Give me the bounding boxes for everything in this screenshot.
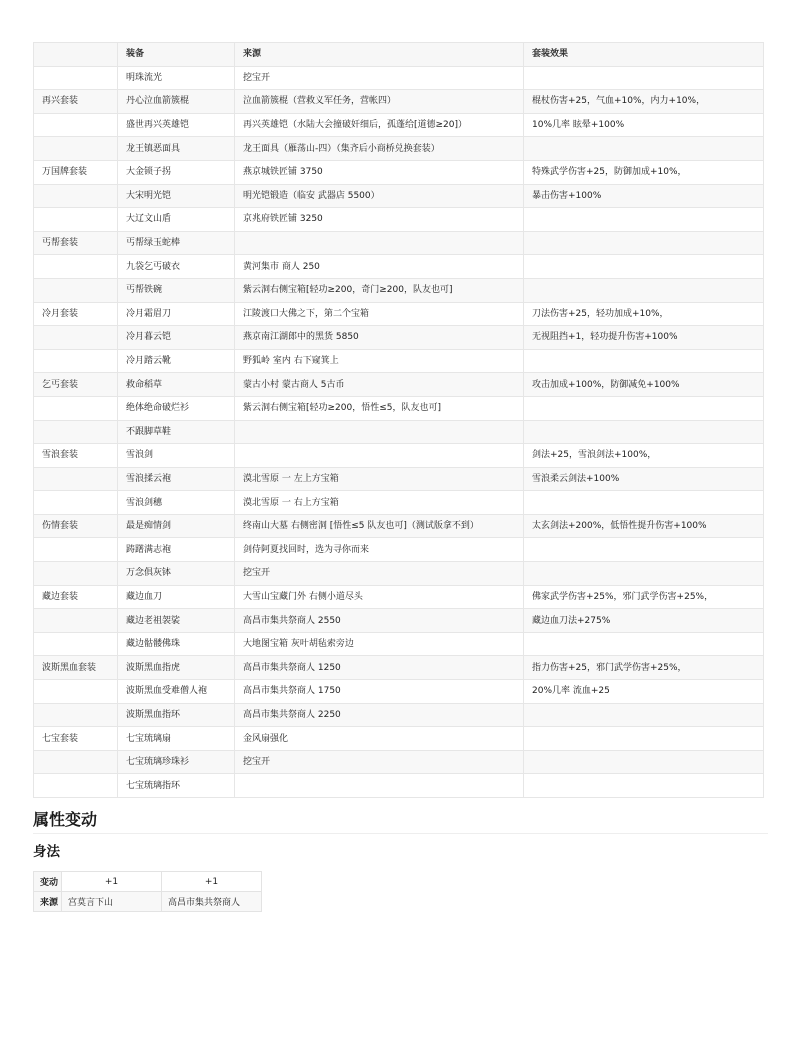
table-row (34, 326, 764, 350)
source-cell: 高昌市集共祭商人 1750 (235, 680, 524, 704)
source-cell: 高昌市集共祭商人 2550 (235, 609, 524, 633)
set-name-cell (34, 396, 118, 420)
set-name-cell: 乞丐套装 (34, 373, 118, 397)
source-cell: 黄河集市 商人 250 (235, 255, 524, 279)
item-name-cell: 波斯黑血指虎 (118, 656, 235, 680)
item-name-cell: 大辽文山盾 (118, 208, 235, 232)
shenfa-change-row (34, 872, 262, 892)
source-cell: 漠北雪原 一 右上方宝箱 (235, 491, 524, 515)
item-name-cell: 七宝琉璃扇 (118, 727, 235, 751)
source-cell: 终南山大墓 右侧密洞 [悟性≤5 队友也可]（测试版拿不到） (235, 514, 524, 538)
item-name-cell: 雪浪剑 (118, 444, 235, 468)
effect-cell (524, 562, 764, 586)
header-item: 装备 (118, 43, 235, 67)
item-name-cell: 藏边骷髅佛珠 (118, 632, 235, 656)
shenfa-heading: 身法 (33, 844, 60, 860)
effect-cell: 佛家武学伤害+25%，邪门武学伤害+25%， (524, 585, 764, 609)
item-name-cell: 明珠流光 (118, 66, 235, 90)
set-name-cell (34, 703, 118, 727)
table-header-row (34, 43, 764, 67)
table-row (34, 396, 764, 420)
table-row (34, 750, 764, 774)
table-row (34, 562, 764, 586)
table-row (34, 680, 764, 704)
set-name-cell: 雪浪套装 (34, 444, 118, 468)
item-name-cell: 最是痴情剑 (118, 514, 235, 538)
effect-cell (524, 66, 764, 90)
table-row (34, 302, 764, 326)
source-cell: 紫云洞右侧宝箱[轻功≥200，奇门≥200，队友也可] (235, 278, 524, 302)
table-row (34, 66, 764, 90)
source-cell: 高昌市集共祭商人 2250 (235, 703, 524, 727)
source-cell: 泣血箭簇棍（营救义军任务，营帐四） (235, 90, 524, 114)
item-name-cell: 冷月踏云靴 (118, 349, 235, 373)
effect-cell (524, 396, 764, 420)
source-cell: 明光铠锻造（临安 武器店 5500） (235, 184, 524, 208)
source-cell: 再兴英雄铠（水陆大会撞破奸细后，孤蓬给[道德≥20]） (235, 113, 524, 137)
table-row (34, 349, 764, 373)
table-row (34, 727, 764, 751)
attr-change-heading: 属性变动 (33, 809, 768, 834)
effect-cell: 20%几率 流血+25 (524, 680, 764, 704)
source-cell (235, 444, 524, 468)
item-name-cell: 波斯黑血指环 (118, 703, 235, 727)
effect-cell (524, 491, 764, 515)
shenfa-source-label: 来源 (34, 892, 62, 912)
effect-cell (524, 137, 764, 161)
shenfa-change-label: 变动 (34, 872, 62, 892)
set-name-cell (34, 609, 118, 633)
table-row (34, 632, 764, 656)
shenfa-source-value: 宫莫言下山 (62, 892, 162, 912)
item-name-cell: 冷月霜眉刀 (118, 302, 235, 326)
item-name-cell: 藏边血刀 (118, 585, 235, 609)
set-name-cell (34, 66, 118, 90)
item-name-cell: 七宝琉璃珍珠衫 (118, 750, 235, 774)
item-name-cell: 不跟脚草鞋 (118, 420, 235, 444)
set-name-cell (34, 278, 118, 302)
source-cell: 漠北雪原 一 左上方宝箱 (235, 467, 524, 491)
item-name-cell: 大金锁子拐 (118, 160, 235, 184)
effect-cell: 藏边血刀法+275% (524, 609, 764, 633)
effect-cell: 雪浪柔云剑法+100% (524, 467, 764, 491)
set-name-cell: 藏边套装 (34, 585, 118, 609)
set-name-cell (34, 137, 118, 161)
set-name-cell (34, 208, 118, 232)
table-row (34, 656, 764, 680)
source-cell: 金风扇强化 (235, 727, 524, 751)
item-name-cell: 盛世再兴英雄铠 (118, 113, 235, 137)
effect-cell: 10%几率 眩晕+100% (524, 113, 764, 137)
effect-cell (524, 632, 764, 656)
table-row (34, 420, 764, 444)
effect-cell (524, 208, 764, 232)
source-cell: 京兆府铁匠铺 3250 (235, 208, 524, 232)
item-name-cell: 丐帮绿玉蛇棒 (118, 231, 235, 255)
item-name-cell: 大宋明光铠 (118, 184, 235, 208)
table-row (34, 514, 764, 538)
effect-cell (524, 278, 764, 302)
set-name-cell: 伤情套装 (34, 514, 118, 538)
set-name-cell (34, 420, 118, 444)
header-effect: 套装效果 (524, 43, 764, 67)
table-row (34, 208, 764, 232)
source-cell (235, 231, 524, 255)
item-name-cell: 波斯黑血受难僧人袍 (118, 680, 235, 704)
table-row (34, 703, 764, 727)
effect-cell: 无视阻挡+1，轻功提升伤害+100% (524, 326, 764, 350)
effect-cell: 刀法伤害+25，轻功加成+10%， (524, 302, 764, 326)
equipment-table (33, 42, 764, 798)
table-row (34, 278, 764, 302)
equipment-table-body (34, 66, 764, 797)
effect-cell (524, 255, 764, 279)
effect-cell (524, 349, 764, 373)
source-cell (235, 420, 524, 444)
item-name-cell: 龙王镇恶面具 (118, 137, 235, 161)
shenfa-table (33, 871, 262, 912)
source-cell: 紫云洞右侧宝箱[轻功≥200，悟性≤5，队友也可] (235, 396, 524, 420)
set-name-cell: 七宝套装 (34, 727, 118, 751)
source-cell: 挖宝开 (235, 562, 524, 586)
set-name-cell: 万国牌套装 (34, 160, 118, 184)
item-name-cell: 藏边老祖袈裟 (118, 609, 235, 633)
table-row (34, 609, 764, 633)
source-cell: 高昌市集共祭商人 1250 (235, 656, 524, 680)
item-name-cell: 救命稻草 (118, 373, 235, 397)
effect-cell: 太玄剑法+200%，低悟性提升伤害+100% (524, 514, 764, 538)
effect-cell: 指力伤害+25，邪门武学伤害+25%， (524, 656, 764, 680)
header-set (34, 43, 118, 67)
table-row (34, 585, 764, 609)
item-name-cell: 雪浪剑穗 (118, 491, 235, 515)
set-name-cell: 丐帮套装 (34, 231, 118, 255)
source-cell: 野狐岭 室内 右下窥箕上 (235, 349, 524, 373)
effect-cell (524, 231, 764, 255)
set-name-cell (34, 750, 118, 774)
item-name-cell: 雪浪揉云袍 (118, 467, 235, 491)
source-cell: 大地图宝箱 灰叶胡毡索旁边 (235, 632, 524, 656)
equipment-table-container (33, 42, 763, 798)
source-cell: 挖宝开 (235, 66, 524, 90)
source-cell: 大雪山宝藏门外 右侧小道尽头 (235, 585, 524, 609)
source-cell: 剑侍阿夏找回时，选为寻你而来 (235, 538, 524, 562)
table-row (34, 137, 764, 161)
set-name-cell (34, 562, 118, 586)
effect-cell (524, 750, 764, 774)
set-name-cell (34, 680, 118, 704)
header-source: 来源 (235, 43, 524, 67)
table-row (34, 373, 764, 397)
table-row (34, 491, 764, 515)
shenfa-source-value: 高昌市集共祭商人 (162, 892, 262, 912)
effect-cell: 特殊武学伤害+25，防御加成+10%， (524, 160, 764, 184)
effect-cell (524, 727, 764, 751)
item-name-cell: 踌躇满志袍 (118, 538, 235, 562)
effect-cell (524, 774, 764, 798)
effect-cell: 暴击伤害+100% (524, 184, 764, 208)
shenfa-source-row (34, 892, 262, 912)
set-name-cell (34, 326, 118, 350)
effect-cell: 攻击加成+100%，防御减免+100% (524, 373, 764, 397)
effect-cell (524, 420, 764, 444)
item-name-cell: 绝体绝命破烂衫 (118, 396, 235, 420)
set-name-cell (34, 255, 118, 279)
effect-cell: 棍杖伤害+25，气血+10%，内力+10%， (524, 90, 764, 114)
set-name-cell: 波斯黑血套装 (34, 656, 118, 680)
shenfa-change-value: +1 (162, 872, 262, 892)
table-row (34, 231, 764, 255)
set-name-cell (34, 349, 118, 373)
table-row (34, 774, 764, 798)
item-name-cell: 九袋乞丐破衣 (118, 255, 235, 279)
item-name-cell: 冷月暮云铠 (118, 326, 235, 350)
effect-cell (524, 703, 764, 727)
set-name-cell (34, 491, 118, 515)
source-cell: 挖宝开 (235, 750, 524, 774)
source-cell: 燕京城铁匠铺 3750 (235, 160, 524, 184)
set-name-cell (34, 774, 118, 798)
set-name-cell (34, 632, 118, 656)
item-name-cell: 七宝琉璃指环 (118, 774, 235, 798)
source-cell: 燕京南江湖郎中的黑货 5850 (235, 326, 524, 350)
set-name-cell: 冷月套装 (34, 302, 118, 326)
shenfa-change-value: +1 (62, 872, 162, 892)
set-name-cell (34, 184, 118, 208)
table-row (34, 113, 764, 137)
table-row (34, 255, 764, 279)
source-cell: 蒙古小村 蒙古商人 5古币 (235, 373, 524, 397)
item-name-cell: 丐帮铁碗 (118, 278, 235, 302)
item-name-cell: 万念俱灰钵 (118, 562, 235, 586)
item-name-cell: 丹心泣血箭簇棍 (118, 90, 235, 114)
set-name-cell (34, 113, 118, 137)
set-name-cell (34, 467, 118, 491)
set-name-cell: 再兴套装 (34, 90, 118, 114)
source-cell (235, 774, 524, 798)
table-row (34, 467, 764, 491)
effect-cell: 剑法+25，雪浪剑法+100%， (524, 444, 764, 468)
set-name-cell (34, 538, 118, 562)
table-row (34, 538, 764, 562)
source-cell: 江陵渡口大佛之下，第二个宝箱 (235, 302, 524, 326)
table-row (34, 90, 764, 114)
table-row (34, 160, 764, 184)
effect-cell (524, 538, 764, 562)
table-row (34, 444, 764, 468)
table-row (34, 184, 764, 208)
source-cell: 龙王面具（雁荡山-四）（集齐后小商桥兑换套装） (235, 137, 524, 161)
